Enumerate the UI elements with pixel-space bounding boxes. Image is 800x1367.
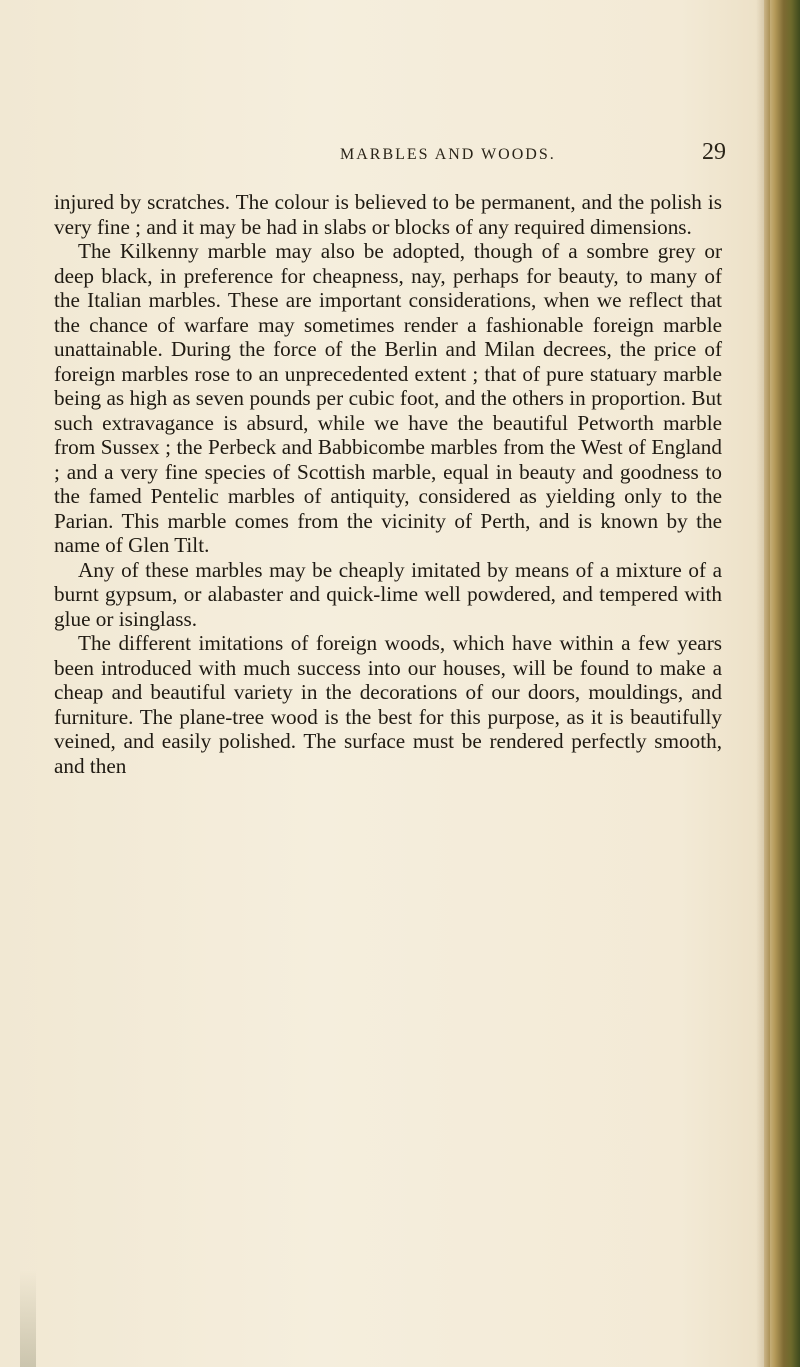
page-header (0, 139, 760, 172)
body-text (54, 190, 722, 778)
paragraph-1: injured by scratches. The colour is believed to be permanent, and the polish is very fine ; and it may be had in slabs or blocks of any required dimensions. (54, 190, 722, 239)
book-edge (764, 0, 800, 1367)
paragraph-4: The different imitations of foreign woods, which have within a few years been introduced with much success into our houses, will be found to make a cheap and beautiful variety in the decorations of our doors, mouldings, and furniture. The plane-tree wood is the best for this purpose, as it is beautifully veined, and easily polished. The surface must be rendered perfectly smooth, and then (54, 631, 722, 778)
page-number: 29 (702, 139, 726, 165)
paragraph-3: Any of these marbles may be cheaply imitated by means of a mixture of a burnt gypsum, or alabaster and quick-lime well powdered, and tempered with glue or isinglass. (54, 557, 722, 631)
page-gutter-shadow (756, 0, 764, 1367)
paragraph-2: The Kilkenny marble may also be adopted, though of a sombre grey or deep black, in preference for cheapness, nay, perhaps for beauty, to many of the Italian marbles. These are important considerations, when we reflect that the chance of warfare may sometimes render a fashionable foreign marble unattainable. During the force of the Berlin and Milan decrees, the price of foreign marbles rose to an unprecedented extent ; that of pure statuary marble being as high as seven pounds per cubic foot, and the others in proportion. But such extravagance is absurd, while we have the beautiful Petworth marble from Sussex ; the Perbeck and Babbicombe marbles from the West of England ; and a very fine species of Scottish marble, equal in beauty and goodness to the famed Pentelic marbles of antiquity, considered as yielding only to the Parian. This marble comes from the vicinity of Perth, and is known by the name of Glen Tilt. (54, 239, 722, 557)
running-head: MARBLES AND WOODS. (340, 146, 556, 163)
page-smudge (20, 1270, 36, 1367)
